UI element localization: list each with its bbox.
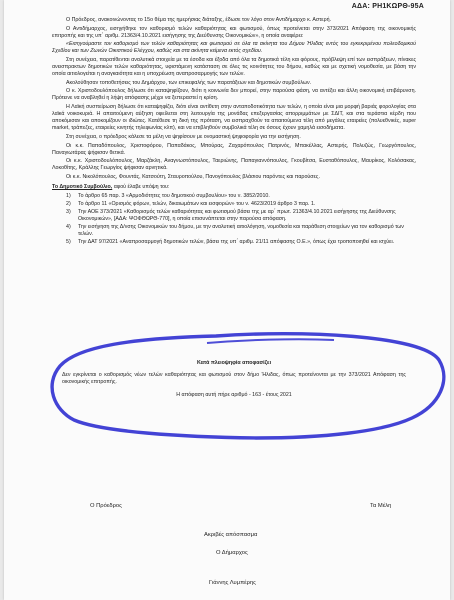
president-signature-label: Ο Πρόεδρος (90, 503, 122, 509)
paragraph: Η Λαϊκή συσπείρωση δήλωσε ότι καταψηφίζει, διότι είναι αντίθετη στην ανταποδοτικότητα των τελών, η οποία είναι μια μορφή βαριάς φορολογίας στα λαϊκά νοικοκυριά. Η απαιτούμενη αύξηση οφείλεται στη λειτουργία της μονάδας επεξεργασίας απορριμμάτων με ΣΔΙΤ, και στα τεράστια κέρδη που αποκόμισαν και αποκομίζουν οι ιδιώτες. Κατέθεσε τη δική της πρόταση, να εισπραχθούν τα απαιτούμενα τέλη από μεγάλες εταιρείες (πολυεθνικές, super market, τράπεζες, εταιρείες κινητής τηλεφωνίας κλπ), και να επιβληθούν συμβολικά τέλη σε όσους έχουν χαμηλά εισοδήματα. (52, 104, 416, 132)
decision-title: Κατά πλειοψηφία αποφασίζει (196, 360, 272, 366)
signatures (4, 500, 450, 600)
item-number: 3) (66, 208, 71, 215)
paragraph: Στη συνέχεια, ο πρόεδρος κάλεσε τα μέλη να ψηφίσουν με ονομαστική ψηφοφορία για την εισήγηση. (66, 133, 301, 140)
item-number: 5) (66, 239, 71, 246)
decision-text: Δεν εγκρίνεται ο καθορισμός νέων τελών καθαριότητας και φωτισμού στον δήμο Ήλιδας, όπως προτείνονται με την 373/2021 Απόφαση της οικονομικής επιτροπής. (62, 372, 406, 386)
ada-code: ΑΔΑ: ΡΗ1ΚΩΡΘ-95Α (351, 3, 424, 10)
consideration-item (66, 239, 416, 246)
mayor-name: Γιάννης Λυμπέρης (209, 580, 256, 586)
council-heading (52, 184, 416, 191)
consideration-item (66, 201, 416, 208)
paragraph: Στη συνέχεια, παρατίθενται αναλυτικά στοιχεία με τα έσοδα και έξοδα από όλα τα δημοτικά τέλη και φόρους, πρόβλεψη επί των εισπράξεων, πίνακες ανεισπρακτων δημοτικών τελών καθαριότητας, υφιστάμενη κατάσταση σε όλες τις κοινότητες του δήμου, καθώς και με σχετική νομοθεσία, με βάση την οποία αιτιολογείται η αναγκαιότητα και η υποχρέωση αναπροσαρμογής των τελών. (52, 56, 416, 78)
paragraph: Ο κ. Χριστοδουλόπουλος δήλωσε ότι καταψηφίζουν, διότι η κοινωνία δεν μπορεί, στην παρούσα φάση, να αντέξει και άλλη οικονομική επιβάρυνση. Πρότεινε να αναβληθεί η λήψη απόφασης μέχρι να ξεπεραστεί η κρίση. (52, 88, 416, 102)
council-label: Το Δημοτικό Συμβούλιο, (52, 183, 113, 190)
ink-stroke (207, 339, 334, 343)
council-rest: αφού έλαβε υπόψη του: (112, 183, 170, 190)
certified-copy-label: Ακριβές απόσπασμα (204, 532, 258, 538)
paragraph-quote: «Εισηγούμαστε τον καθορισμό των τελών καθαριότητας και φωτισμού σε όλα τα ακίνητα του Δήμου Ήλιδας εντός του εγκεκριμένου πολεοδομικού Σχεδίου και των Ζωνών Οικιστικού Ελέγχου, καθώς και στα ακίνητα κείμενα εκτός σχεδίου. (52, 41, 416, 55)
item-number: 1) (66, 192, 71, 199)
decision-number: Η απόφαση αυτή πήρε αριθμό - 163 - έτους 2021 (176, 392, 292, 399)
decision-block (52, 360, 416, 399)
paragraph: Ακολούθησαν τοποθετήσεις του Δημάρχου, των επικεφαλής των παρατάξεων και δημοτικών συμβούλων. (66, 79, 312, 86)
document-page (4, 0, 450, 600)
item-text: Το άρθρο 11 «Ορισμός φόρων, τελών, δικαιωμάτων και εισφορών» του ν. 4623/2019 άρθρο 3 παρ. 1. (78, 200, 316, 207)
document-body (52, 17, 416, 247)
consideration-item (66, 209, 416, 223)
members-signature-label: Τα Μέλη (370, 503, 392, 509)
consideration-item (66, 224, 416, 238)
item-text: Το άρθρο 65 παρ. 3 «Αρμοδιότητες του δημοτικού συμβουλίου» του ν. 3852/2010. (78, 192, 270, 199)
paragraph: Ο Αντιδήμαρχος, εισηγήθηκε τον καθορισμό τελών καθαριότητας και φωτισμού, όπως προτείνεται στην 373/2021 Απόφαση της οικονομικής επιτροπής και της υπ΄ αριθμ. 21363/4.10.2021 εισήγησης της Διεύθυνσης Οικονομικών», η οποία αναφέρει: (52, 25, 416, 39)
paragraph-votes-yes: Οι κ.κ. Παπαδόπουλος, Χριστοφόρου, Παπαδάκος, Μπούρας, Ζαχαρόπουλος Πατρινός, Μπακέλλας, Αστερής, Πολυζώς, Γεωργόπουλος, Παναγιωτάρας ψήφισαν θετικά. (52, 142, 416, 156)
item-text: Την ΔΑΤ 97/2021 «Αναπροσαρμογή δημοτικών τελών, βάσει της υπ΄ αριθμ. 21/11 απόφασης Ο.Ε.», όπως έχει τροποποιηθεί και ισχύει. (78, 239, 395, 246)
item-number: 2) (66, 200, 71, 207)
paragraph: Ο Πρόεδρος, ανακοινώνοντας το 15ο θέμα της ημερήσιας διάταξης, έδωσε τον λόγο στον Αντιδήμαρχο κ. Αστερή. (66, 17, 332, 23)
item-text: Την ΑΟΕ 373/2021 «Καθορισμός τελών καθαριότητας και φωτισμού βάσει της με αρ΄ πρωτ. 21363/4.10.2021 εισήγησης της Διεύθυνσης Οικονομικών», [ΑΔΑ: ΨΟΦΘΩΡΘ-770], η οποία επισυνάπτεται στην παρούσα απόφαση. (78, 208, 396, 222)
item-number: 4) (66, 223, 71, 230)
consideration-item (66, 193, 416, 200)
paragraph-present: Οι κ.κ. Νικολόπουλος, Φουντάς, Κατσούτη, Σταυροπούλου, Πανογόπουλος βλάσιου παρόντες και παρούσες. (66, 173, 320, 180)
paragraph-votes-no: Οι κ.κ. Χριστοδουλόπουλος, Μαρζάκλη, Αναγνωστόπουλος, Ταεριώνης, Παπαγιαννόπουλος, Γκουβίτσα, Ευσταθόπουλος, Μαυρίκος, Κολόσακας, Λοκοθίτης, Κράλλης Γεωργίος ψήφισαν αρνητικά. (52, 158, 416, 172)
mayor-label: Ο Δήμαρχος (216, 550, 248, 556)
item-text: Την εισήγηση της Δ/νσης Οικονομικών του δήμου, με την αναλυτική αιτιολόγηση, νομοθεσία και παράθεση στοιχείων για τον καθορισμό των τελών. (78, 223, 404, 238)
